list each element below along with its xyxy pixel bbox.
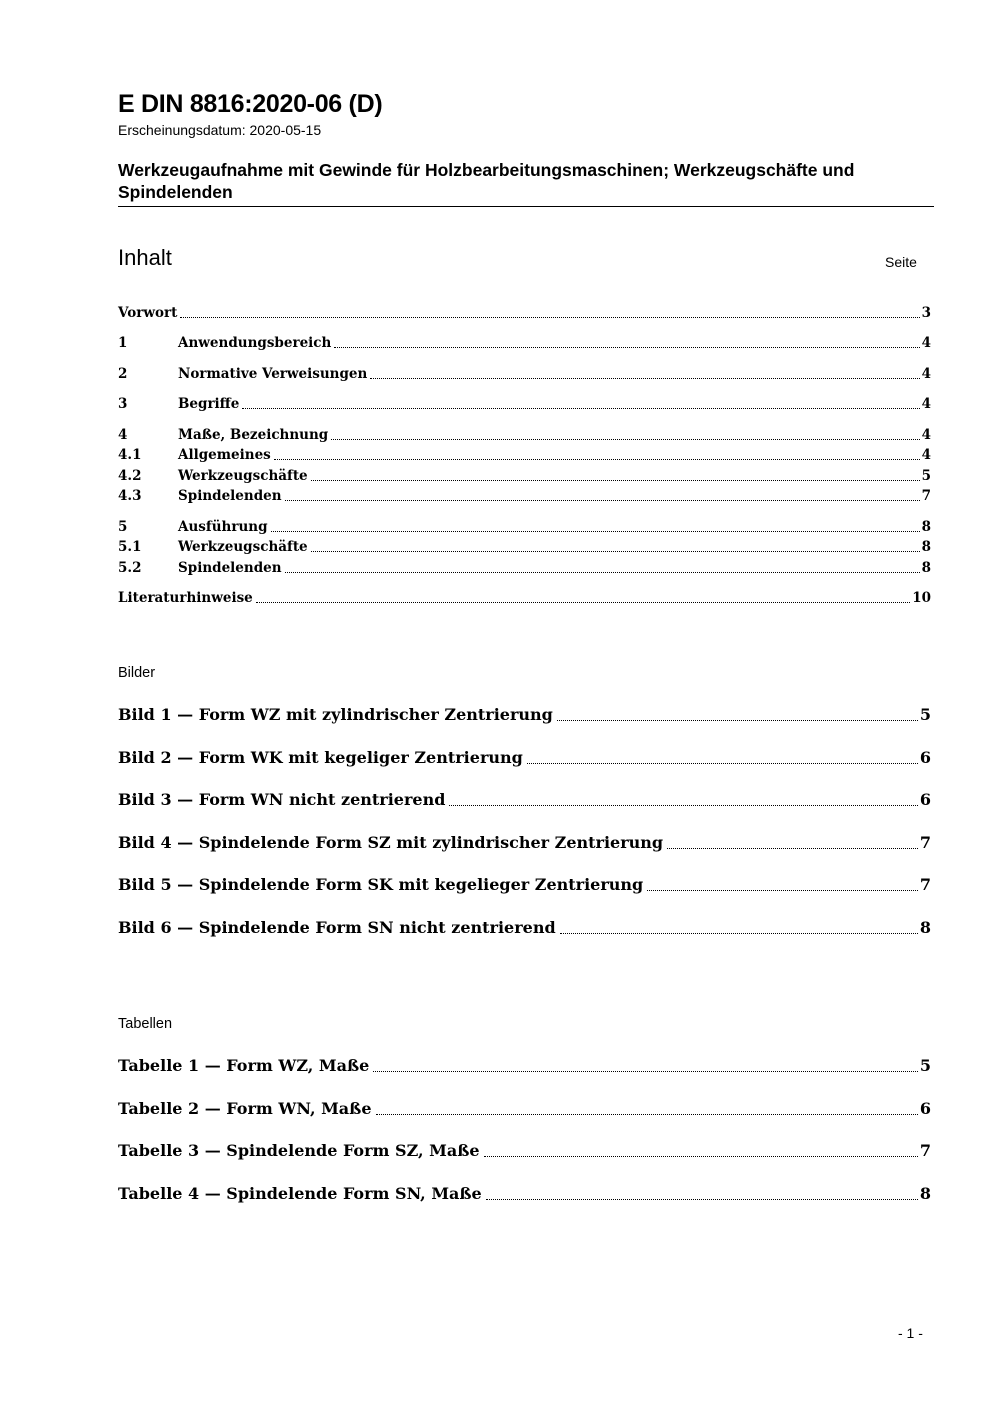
table-entry-page: 6 [919,1099,931,1118]
figure-entry-1[interactable] [118,704,931,726]
toc-leader-dots [334,347,919,348]
toc-entry-number: 3 [118,396,128,412]
toc-leader-dots [242,408,919,409]
table-entry-label: Tabelle 2 — Form WN, Maße [118,1099,372,1118]
toc-entry-page: 4 [921,396,931,412]
page-number: - 1 - [898,1325,923,1341]
figure-entry-6[interactable] [118,917,931,939]
toc-entry-page: 4 [921,447,931,463]
toc-entry-label: Ausführung [178,519,268,535]
toc-leader-dots [311,551,920,552]
toc-entry-label: Werkzeugschäfte [178,468,308,484]
toc-entry-number: 5.1 [118,539,142,555]
table-entry-page: 8 [919,1184,931,1203]
figure-entry-page: 6 [919,748,931,767]
toc-entry-page: 4 [921,366,931,382]
table-leader-dots [373,1071,918,1072]
toc-entry-number: 4.3 [118,488,142,504]
figure-entry-page: 7 [919,833,931,852]
table-entry-4[interactable] [118,1183,931,1205]
toc-leader-dots [370,378,919,379]
toc-entry-vorwort[interactable] [118,304,931,322]
toc-entry-4-1[interactable] [118,446,931,464]
toc-entry-page: 8 [921,560,931,576]
toc-entry-page: 5 [921,468,931,484]
toc-entry-page: 8 [921,519,931,535]
figure-entry-label: Bild 3 — Form WN nicht zentrierend [118,790,446,809]
figure-entry-page: 8 [919,918,931,937]
table-leader-dots [376,1114,918,1115]
toc-entry-label: Allgemeines [178,447,271,463]
tables-heading: Tabellen [118,1016,173,1032]
toc-entry-page: 4 [921,427,931,443]
toc-entry-1[interactable] [118,334,931,352]
toc-leader-dots [274,459,920,460]
toc-entry-4[interactable] [118,426,931,444]
toc-leader-dots [285,572,920,573]
toc-entry-label: Maße, Bezeichnung [178,427,329,443]
toc-entry-label: Literaturhinweise [118,590,253,606]
figure-leader-dots [449,805,917,806]
toc-entry-label: Anwendungsbereich [178,335,332,351]
toc-entry-page: 8 [921,539,931,555]
toc-entry-number: 1 [118,335,128,351]
title-divider [118,206,934,207]
figure-entry-page: 7 [919,875,931,894]
figure-entry-label: Bild 2 — Form WK mit kegeliger Zentrierung [118,748,523,767]
toc-leader-dots [331,439,919,440]
table-entry-page: 7 [919,1141,931,1160]
document-id: E DIN 8816:2020-06 (D) [118,90,383,118]
table-entry-3[interactable] [118,1140,931,1162]
toc-entry-5-2[interactable] [118,559,931,577]
figure-entry-label: Bild 5 — Spindelende Form SK mit kegelieger Zentrierung [118,875,644,894]
toc-entry-label: Werkzeugschäfte [178,539,308,555]
toc-entry-number: 4.1 [118,447,142,463]
publication-date: Erscheinungsdatum: 2020-05-15 [118,122,322,138]
figure-leader-dots [667,848,918,849]
toc-entry-3[interactable] [118,395,931,413]
figure-entry-label: Bild 4 — Spindelende Form SZ mit zylindrischer Zentrierung [118,833,664,852]
figures-heading: Bilder [118,665,156,681]
toc-entry-page: 3 [921,305,931,321]
toc-entry-literaturhinweise[interactable] [118,589,931,607]
toc-leader-dots [271,531,920,532]
table-entry-1[interactable] [118,1055,931,1077]
toc-entry-label: Spindelenden [178,560,282,576]
figure-entry-2[interactable] [118,747,931,769]
table-leader-dots [484,1156,918,1157]
toc-entry-number: 5 [118,519,128,535]
toc-entry-2[interactable] [118,365,931,383]
toc-entry-number: 2 [118,366,128,382]
toc-entry-number: 4 [118,427,128,443]
table-entry-2[interactable] [118,1098,931,1120]
toc-leader-dots [311,480,920,481]
figure-leader-dots [560,933,918,934]
document-title: Werkzeugaufnahme mit Gewinde für Holzbearbeitungsmaschinen; Werkzeugschäfte und Spindelenden [118,160,855,202]
figure-leader-dots [527,763,918,764]
toc-entry-page: 4 [921,335,931,351]
figure-entry-4[interactable] [118,832,931,854]
table-entry-label: Tabelle 3 — Spindelende Form SZ, Maße [118,1141,480,1160]
figure-leader-dots [647,890,918,891]
toc-entry-5[interactable] [118,518,931,536]
table-entry-label: Tabelle 4 — Spindelende Form SN, Maße [118,1184,482,1203]
toc-page-column-label: Seite [885,254,917,270]
figure-entry-3[interactable] [118,789,931,811]
table-entry-label: Tabelle 1 — Form WZ, Maße [118,1056,370,1075]
figure-entry-5[interactable] [118,874,931,896]
figure-entry-page: 5 [919,705,931,724]
toc-leader-dots [285,500,920,501]
toc-entry-4-2[interactable] [118,467,931,485]
toc-entry-label: Normative Verweisungen [178,366,368,382]
toc-entry-number: 5.2 [118,560,142,576]
figure-entry-label: Bild 1 — Form WZ mit zylindrischer Zentrierung [118,705,553,724]
toc-entry-number: 4.2 [118,468,142,484]
toc-entry-label: Vorwort [118,305,178,321]
toc-entry-5-1[interactable] [118,538,931,556]
toc-heading: Inhalt [118,245,172,270]
toc-leader-dots [180,317,919,318]
toc-entry-page: 7 [921,488,931,504]
figure-leader-dots [557,720,918,721]
toc-entry-label: Spindelenden [178,488,282,504]
toc-entry-4-3[interactable] [118,487,931,505]
toc-entry-label: Begriffe [178,396,240,412]
figure-entry-label: Bild 6 — Spindelende Form SN nicht zentrierend [118,918,556,937]
figure-entry-page: 6 [919,790,931,809]
toc-leader-dots [256,602,910,603]
table-leader-dots [486,1199,918,1200]
table-entry-page: 5 [919,1056,931,1075]
toc-entry-page: 10 [912,590,931,606]
